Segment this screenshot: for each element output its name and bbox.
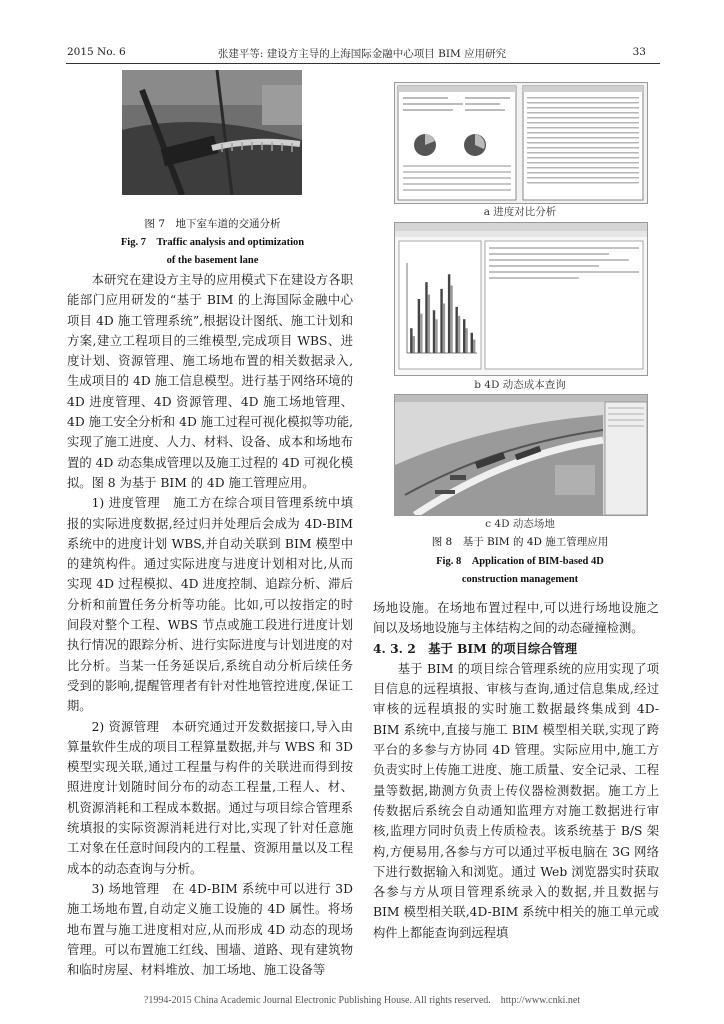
right-column: [373, 598, 659, 943]
cost-bar-计划-4: [433, 310, 435, 353]
figure-8c-caption: c 4D 动态场地: [485, 518, 555, 530]
cost-bar-计划-2: [418, 299, 420, 353]
journal-issue: 2015 No. 6: [67, 46, 126, 58]
paragraph-integrated-management: 基于 BIM 的项目综合管理系统的应用实现了项目信息的远程填报、审核与查询,通过信息集成,经过审核的远程填报的实时施工数据最终集成到 4D-BIM 系统中,直接与施工 BIM 模型相关联,实现了跨平台的多参与方协同 4D 管理。实际应用中,施工方负责实时上传施工进度、施工质量、安全记录、工程量等数据,勘测方负责上传仪器检测数据。施工方上传数据后系统会自动通知监理方对施工数据进行审核,监理方同时负责上传质检表。该系统基于 B/S 架构,方便易用,各参与方可以通过平板电脑在 3G 网络下进行数据输入和浏览。通过 Web 浏览器实时获取各参与方从项目管理系统录入的数据,并且数据与 BIM 模型相关联,4D-BIM 系统中相关的施工单元或构件上都能查询到远程填: [373, 661, 659, 940]
figure-8-caption-en-1: Fig. 8 Application of BIM-based 4D: [436, 556, 604, 567]
running-title: 张建平等: 建设方主导的上海国际金融中心项目 BIM 应用研究: [217, 48, 507, 60]
figure-7-caption-cn: 图 7 地下室车道的交通分析: [144, 218, 281, 230]
cost-bar-实际-9: [473, 340, 475, 354]
figure-8b-image: [394, 222, 648, 376]
cost-bar-计划-9: [471, 333, 473, 353]
figure-7-caption-en-2: of the basement lane: [166, 255, 259, 266]
paragraph-resource-management: 2) 资源管理 本研究通过开发数据接口,导入由算量软件生成的项目工程算量数据,并与 WBS 和 3D 模型实现关联,通过工程量与构件的关联进而得到按照进度计划随时间分布的动态工程量,工程人、材、机资源消耗和工程成本数据。通过与项目综合管理系统填报的实际资源消耗进行对比,实现了针对任意施工对象在任意时间段内的工程量、资源用量以及工程成本的动态查询与分析。: [67, 719, 353, 876]
cost-bar-计划-8: [463, 319, 465, 353]
left-column: [67, 270, 353, 980]
figure-8b-caption: b 4D 动态成本查询: [474, 379, 566, 391]
paragraph-continuation: 场地设施。在场地布置过程中,可以进行场地设施之间以及场地设施与主体结构之间的动态碰撞检测。: [373, 601, 659, 636]
paragraph-intro: 本研究在建设方主导的应用模式下在建设方各职能部门应用研发的“基于 BIM 的上海国际金融中心项目 4D 施工管理系统”,根据设计图纸、施工计划和方案,建立工程项目的三维模型,完成项目 WBS、进度计划、资源管理、施工场地布置的相关数据录入,生成项目的 4D 施工信息模型。进行基于网络环境的 4D 进度管理、4D 资源管理、4D 施工场地管理、4D 施工安全分析和 4D 施工过程可视化模拟等功能,实现了施工进度、人力、材料、设备、成本和场地布置的 4D 动态集成管理以及施工过程的 4D 可视化模拟。图 8 为基于 BIM 的 4D 施工管理应用。: [67, 273, 353, 490]
figure-8-caption-en-2: construction management: [461, 574, 579, 585]
section-heading-4-3-2: 4. 3. 2 基于 BIM 的项目综合管理: [373, 640, 578, 656]
cost-bar-实际-2: [420, 314, 422, 353]
cost-bar-实际-7: [458, 316, 460, 353]
header-rule: [66, 63, 660, 64]
dynamic-site-render: [395, 395, 647, 515]
cost-bar-实际-6: [450, 286, 452, 354]
cost-bar-实际-8: [465, 328, 467, 353]
paragraph-progress-management: 1) 进度管理 施工方在综合项目管理系统中填报的实际进度数据,经过归并处理后会成为 4D-BIM 系统中的进度计划 WBS,并自动关联到 BIM 模型中的建筑构件。通过实际进度与进度计划相对比,从而实现 4D 过程模拟、4D 进度控制、追踪分析、滞后分析和前置任务分析等功能。比如,可以按指定的时间段对整个工程、WBS 节点或施工段进行进度计划执行情况的跟踪分析、进行实际进度与计划进度的对比分析。当某一任务延误后,系统自动分析后续任务受到的影响,提醒管理者有针对性地管控进度,保证工期。: [67, 496, 353, 714]
figure-8a-image: [394, 82, 648, 204]
cost-bar-计划-7: [455, 307, 457, 353]
progress-comparison-screens: [395, 83, 647, 203]
cost-bar-计划-5: [440, 289, 442, 353]
cost-query-screen: [395, 223, 647, 375]
figure-8c-image: [394, 394, 648, 516]
figure-7-caption-en-1: Fig. 7 Traffic analysis and optimization: [120, 237, 305, 248]
cost-bar-实际-1: [413, 336, 415, 353]
cost-bar-计划-6: [448, 274, 450, 353]
basement-lane-render: [122, 70, 302, 195]
cost-bar-实际-4: [435, 319, 437, 353]
cost-bar-计划-3: [425, 282, 427, 353]
cost-bar-实际-3: [428, 295, 430, 354]
cost-bar-计划-1: [410, 328, 412, 353]
figure-8-caption-cn: 图 8 基于 BIM 的 4D 施工管理应用: [431, 536, 609, 548]
figure-8a-caption: a 进度对比分析: [483, 206, 557, 218]
page-number: 33: [632, 46, 646, 58]
cost-bar-实际-5: [443, 304, 445, 354]
copyright-footer: ?1994-2015 China Academic Journal Electronic Publishing House. All rights reserved. http://www.cnki.net: [143, 995, 581, 1006]
paragraph-site-management: 3) 场地管理 在 4D-BIM 系统中可以进行 3D 施工场地布置,自动定义施工设施的 4D 属性。将场地布置与施工进度相对应,从而形成 4D 动态的现场管理。可以布置施工红线、围墙、道路、现有建筑物和临时房屋、材料堆放、加工场地、施工设备等: [67, 881, 353, 978]
figure-7-image: [122, 70, 302, 195]
